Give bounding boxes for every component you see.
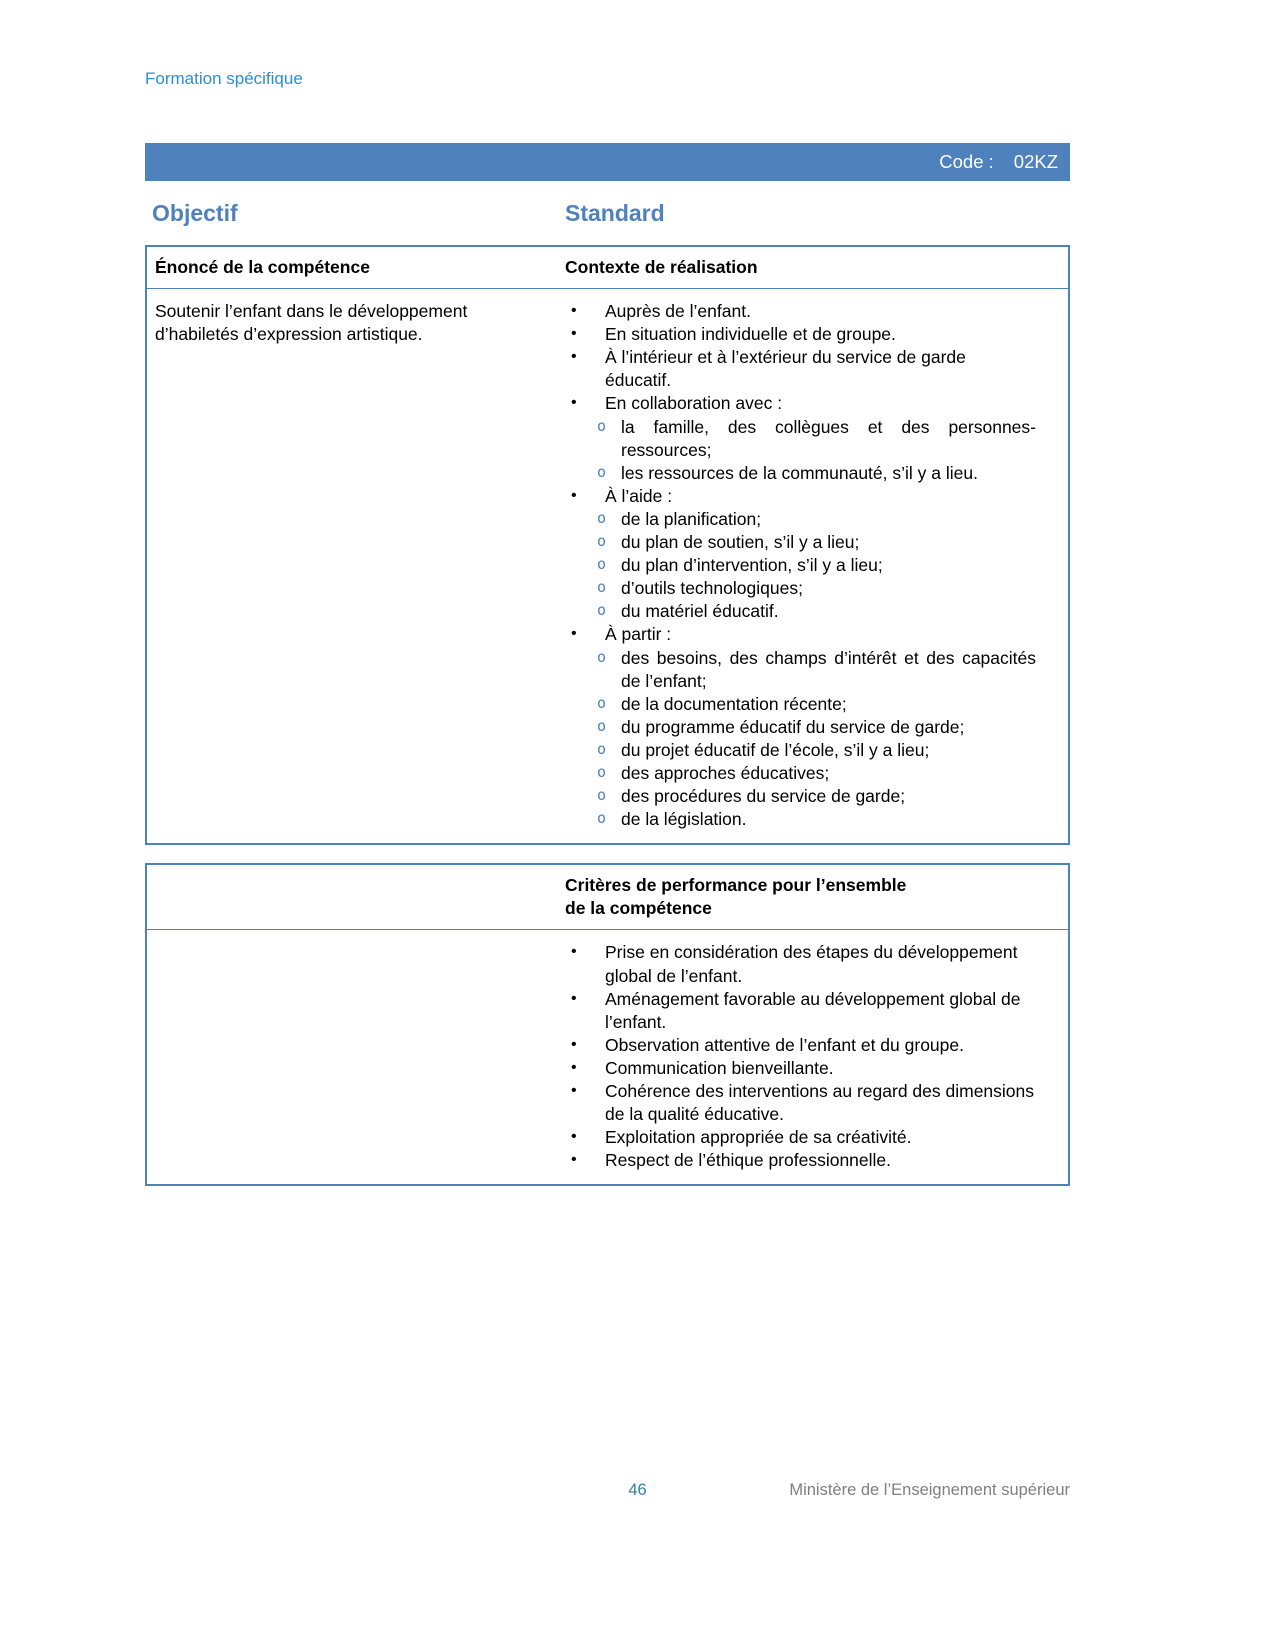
- contexte-header: Contexte de réalisation: [565, 257, 758, 277]
- table1-right-header-cell: [565, 247, 1068, 288]
- section-header: Formation spécifique: [145, 69, 303, 88]
- bullet-icon: •: [571, 1035, 577, 1053]
- list-item: • Cohérence des interventions au regard des dimensions de la qualité éducative.: [565, 1080, 1054, 1126]
- competence-table: [145, 245, 1070, 845]
- circle-bullet-icon: o: [597, 462, 607, 481]
- circle-bullet-icon: o: [597, 786, 607, 805]
- circle-bullet-icon: o: [597, 601, 607, 620]
- sub-list-item: o du programme éducatif du service de garde;: [597, 716, 965, 737]
- list-item: • Auprès de l’enfant.: [565, 300, 1054, 323]
- context-list: [565, 300, 1054, 831]
- criteria-header-line1: Critères de performance pour l’ensemble: [565, 875, 907, 896]
- sub-list-item: o des approches éducatives;: [597, 762, 830, 783]
- sub-list-item: o de la législation.: [597, 809, 747, 830]
- list-item: • Observation attentive de l’enfant et du groupe.: [565, 1034, 1054, 1057]
- sub-list-item: o du matériel éducatif.: [597, 601, 779, 622]
- criteria-list: [565, 941, 1054, 1172]
- code-banner: [145, 143, 1070, 181]
- sub-list-item: o les ressources de la communauté, s’il y a lieu.: [597, 462, 978, 483]
- table1-left-header-cell: [147, 247, 565, 288]
- circle-bullet-icon: o: [597, 716, 607, 735]
- bullet-icon: •: [571, 989, 577, 1007]
- circle-bullet-icon: o: [597, 508, 607, 527]
- list-item: • Prise en considération des étapes du développement global de l’enfant.: [565, 941, 1054, 987]
- list-item: • À l’intérieur et à l’extérieur du service de garde éducatif.: [565, 346, 1054, 392]
- list-item: • Communication bienveillante.: [565, 1057, 1054, 1080]
- column-titles: [145, 198, 1070, 232]
- circle-bullet-icon: o: [597, 739, 607, 758]
- sub-list-item: o des besoins, des champs d’intérêt et des capacités de l’enfant;: [597, 647, 1036, 691]
- competence-statement-cell: [147, 289, 565, 843]
- bullet-icon: •: [571, 394, 577, 412]
- criteria-list-cell: [565, 930, 1068, 1184]
- list-item: • En collaboration avec :: [565, 392, 1054, 415]
- bullet-icon: •: [571, 1058, 577, 1076]
- circle-bullet-icon: o: [597, 762, 607, 781]
- circle-bullet-icon: o: [597, 693, 607, 712]
- table2-right-header-cell: [565, 865, 1068, 929]
- list-item: • En situation individuelle et de groupe.: [565, 323, 1054, 346]
- bullet-icon: •: [571, 1151, 577, 1169]
- bullet-icon: •: [571, 1128, 577, 1146]
- bullet-icon: •: [571, 1082, 577, 1099]
- table2-empty-cell: [147, 930, 565, 1184]
- bullet-icon: •: [571, 625, 577, 643]
- bullet-icon: •: [571, 325, 577, 343]
- circle-bullet-icon: o: [597, 555, 607, 574]
- bullet-icon: •: [571, 302, 577, 320]
- table2-left-header-cell: [147, 865, 565, 929]
- list-item: • Exploitation appropriée de sa créativité.: [565, 1126, 1054, 1149]
- sub-list-item: o la famille, des collègues et des personnes-ressources;: [597, 416, 1036, 460]
- sub-list-item: o du projet éducatif de l’école, s’il y a lieu;: [597, 739, 930, 760]
- list-item: • Aménagement favorable au développement global de l’enfant.: [565, 988, 1054, 1034]
- criteria-header-line2: de la compétence: [565, 898, 712, 919]
- sub-list-item: o de la documentation récente;: [597, 693, 847, 714]
- table1-header-row: [147, 247, 1068, 289]
- sub-list-item: o du plan d’intervention, s’il y a lieu;: [597, 555, 883, 576]
- table2-header-row: [147, 865, 1068, 930]
- enonce-header: Énoncé de la compétence: [155, 257, 370, 277]
- list-item: • À l’aide :: [565, 485, 1054, 508]
- table2-body-row: [147, 930, 1068, 1184]
- circle-bullet-icon: o: [597, 578, 607, 597]
- sub-list-item: o du plan de soutien, s’il y a lieu;: [597, 532, 860, 553]
- bullet-icon: •: [571, 943, 577, 961]
- list-item: • Respect de l’éthique professionnelle.: [565, 1149, 1054, 1172]
- circle-bullet-icon: o: [597, 647, 607, 666]
- context-list-cell: [565, 289, 1068, 843]
- bullet-icon: •: [571, 348, 577, 366]
- list-item: • À partir :: [565, 623, 1054, 646]
- sub-list-item: o d’outils technologiques;: [597, 578, 803, 599]
- bullet-icon: •: [571, 486, 577, 504]
- code-value: 02KZ: [1013, 150, 1058, 172]
- sub-list-item: o des procédures du service de garde;: [597, 786, 906, 807]
- ministry-footer: Ministère de l’Enseignement supérieur: [789, 1481, 1070, 1499]
- circle-bullet-icon: o: [597, 809, 607, 828]
- circle-bullet-icon: o: [597, 416, 607, 435]
- table1-body-row: [147, 289, 1068, 843]
- page-content: [145, 143, 1070, 1186]
- standard-title: Standard: [565, 200, 665, 226]
- code-label: Code :: [939, 150, 994, 172]
- sub-list-item: o de la planification;: [597, 508, 762, 529]
- competence-statement: Soutenir l’enfant dans le développement d’habiletés d’expression artistique.: [155, 301, 468, 345]
- objectif-title: Objectif: [152, 200, 238, 226]
- page-number: 46: [628, 1481, 647, 1499]
- circle-bullet-icon: o: [597, 532, 607, 551]
- criteria-table: [145, 863, 1070, 1186]
